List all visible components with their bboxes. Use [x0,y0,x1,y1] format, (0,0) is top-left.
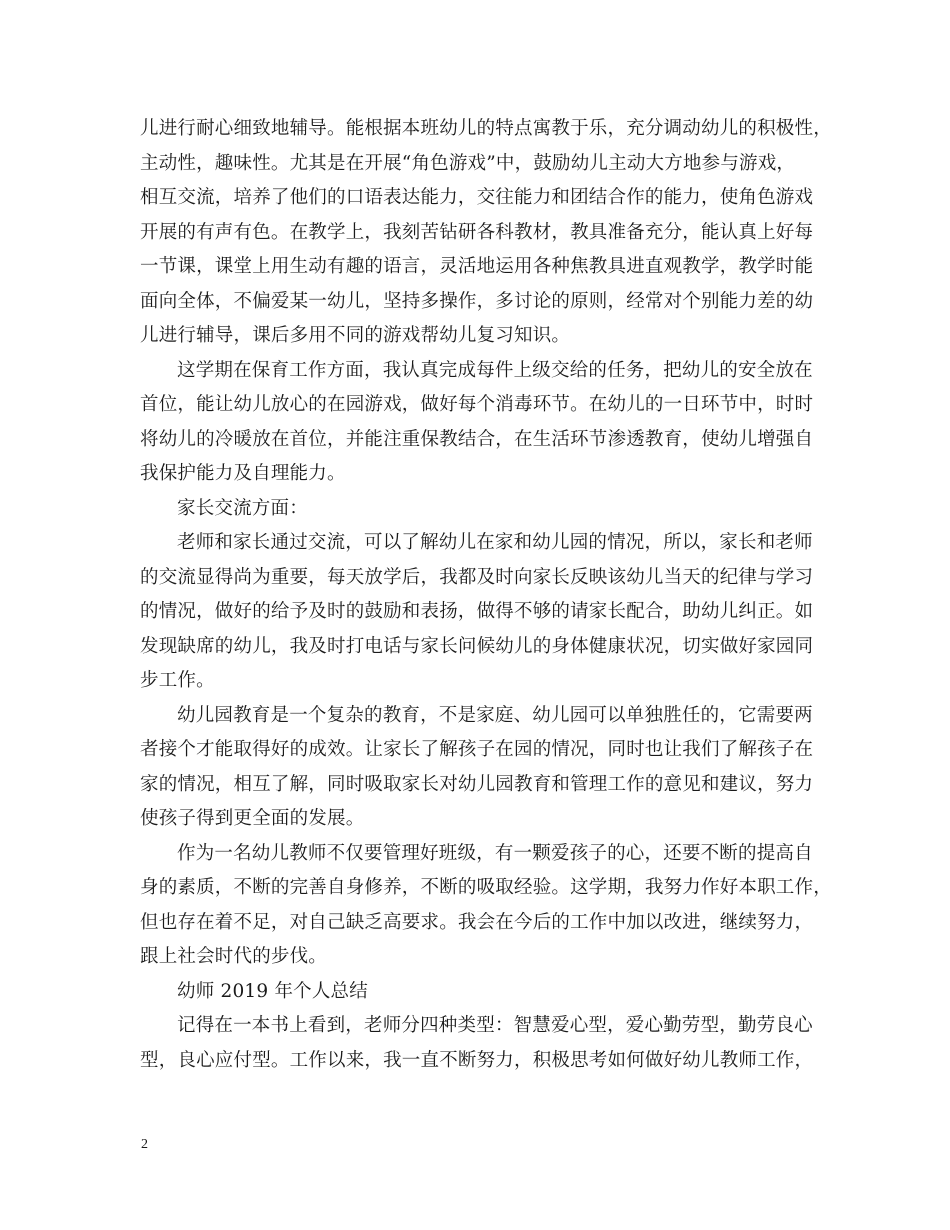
text-line: 幼儿园教育是一个复杂的教育，不是家庭、幼儿园可以单独胜任的，它需要两 [177,704,813,726]
document-body [140,112,840,1078]
text-line: 但也存在着不足，对自己缺乏高要求。我会在今后的工作中加以改进，继续努力， [140,911,814,933]
text-line: 儿进行耐心细致地辅导。能根据本班幼儿的特点寓教于乐，充分调动幼儿的积极性， [140,118,832,139]
text-line: 者接个才能取得好的成效。让家长了解孩子在园的情况，同时也让我们了解孩子在 [140,739,814,760]
page-number: 2 [141,1137,148,1152]
text-line: 的交流显得尚为重要，每天放学后，我都及时向家长反映该幼儿当天的纪律与学习 [140,566,814,588]
text-line: 型，良心应付型。工作以来，我一直不断努力，积极思考如何做好幼儿教师工作， [140,1049,814,1071]
text-line: 跟上社会时代的步伐。 [140,946,328,967]
text-line: 发现缺席的幼儿，我及时打电话与家长问候幼儿的身体健康状况，切实做好家园同 [140,635,814,657]
text-line: 我保护能力及自理能力。 [140,463,346,484]
text-line: 主动性，趣味性。尤其是在开展“角色游戏”中，鼓励幼儿主动大方地参与游戏， [140,152,796,174]
text-line: 幼师 2019 年个人总结 [177,980,368,1002]
text-line: 家的情况，相互了解，同时吸取家长对幼儿园教育和管理工作的意见和建议，努力 [140,773,814,795]
text-line: 开展的有声有色。在教学上，我刻苦钻研各科教材，教具准备充分，能认真上好每 [140,221,814,243]
text-line: 身的素质，不断的完善自身修养，不断的吸取经验。这学期，我努力作好本职工作， [140,877,832,898]
text-line: 步工作。 [140,670,215,691]
text-line: 的情况，做好的给予及时的鼓励和表扬，做得不够的请家长配合，助幼儿纠正。如 [140,601,814,622]
text-line: 家长交流方面： [177,497,308,519]
text-line: 首位，能让幼儿放心的在园游戏，做好每个消毒环节。在幼儿的一日环节中，时时 [140,394,814,415]
text-line: 相互交流，培养了他们的口语表达能力，交往能力和团结合作的能力，使角色游戏 [140,187,814,208]
text-line: 老师和家长通过交流，可以了解幼儿在家和幼儿园的情况，所以，家长和老师 [177,532,813,553]
text-line: 使孩子得到更全面的发展。 [140,808,365,829]
text-line: 儿进行辅导，课后多用不同的游戏帮幼儿复习知识。 [140,325,571,346]
text-line: 作为一名幼儿教师不仅要管理好班级，有一颗爱孩子的心，还要不断的提高自 [177,842,813,864]
text-line: 将幼儿的冷暖放在首位，并能注重保教结合，在生活环节渗透教育，使幼儿增强自 [140,428,814,450]
text-line: 记得在一本书上看到，老师分四种类型：智慧爱心型，爱心勤劳型，勤劳良心 [177,1015,813,1036]
text-line: 面向全体，不偏爱某一幼儿，坚持多操作，多讨论的原则，经常对个别能力差的幼 [140,290,814,312]
text-line: 这学期在保育工作方面，我认真完成每件上级交给的任务，把幼儿的安全放在 [177,359,813,381]
text-line: 一节课，课堂上用生动有趣的语言，灵活地运用各种焦教具进直观教学，教学时能 [140,256,814,277]
